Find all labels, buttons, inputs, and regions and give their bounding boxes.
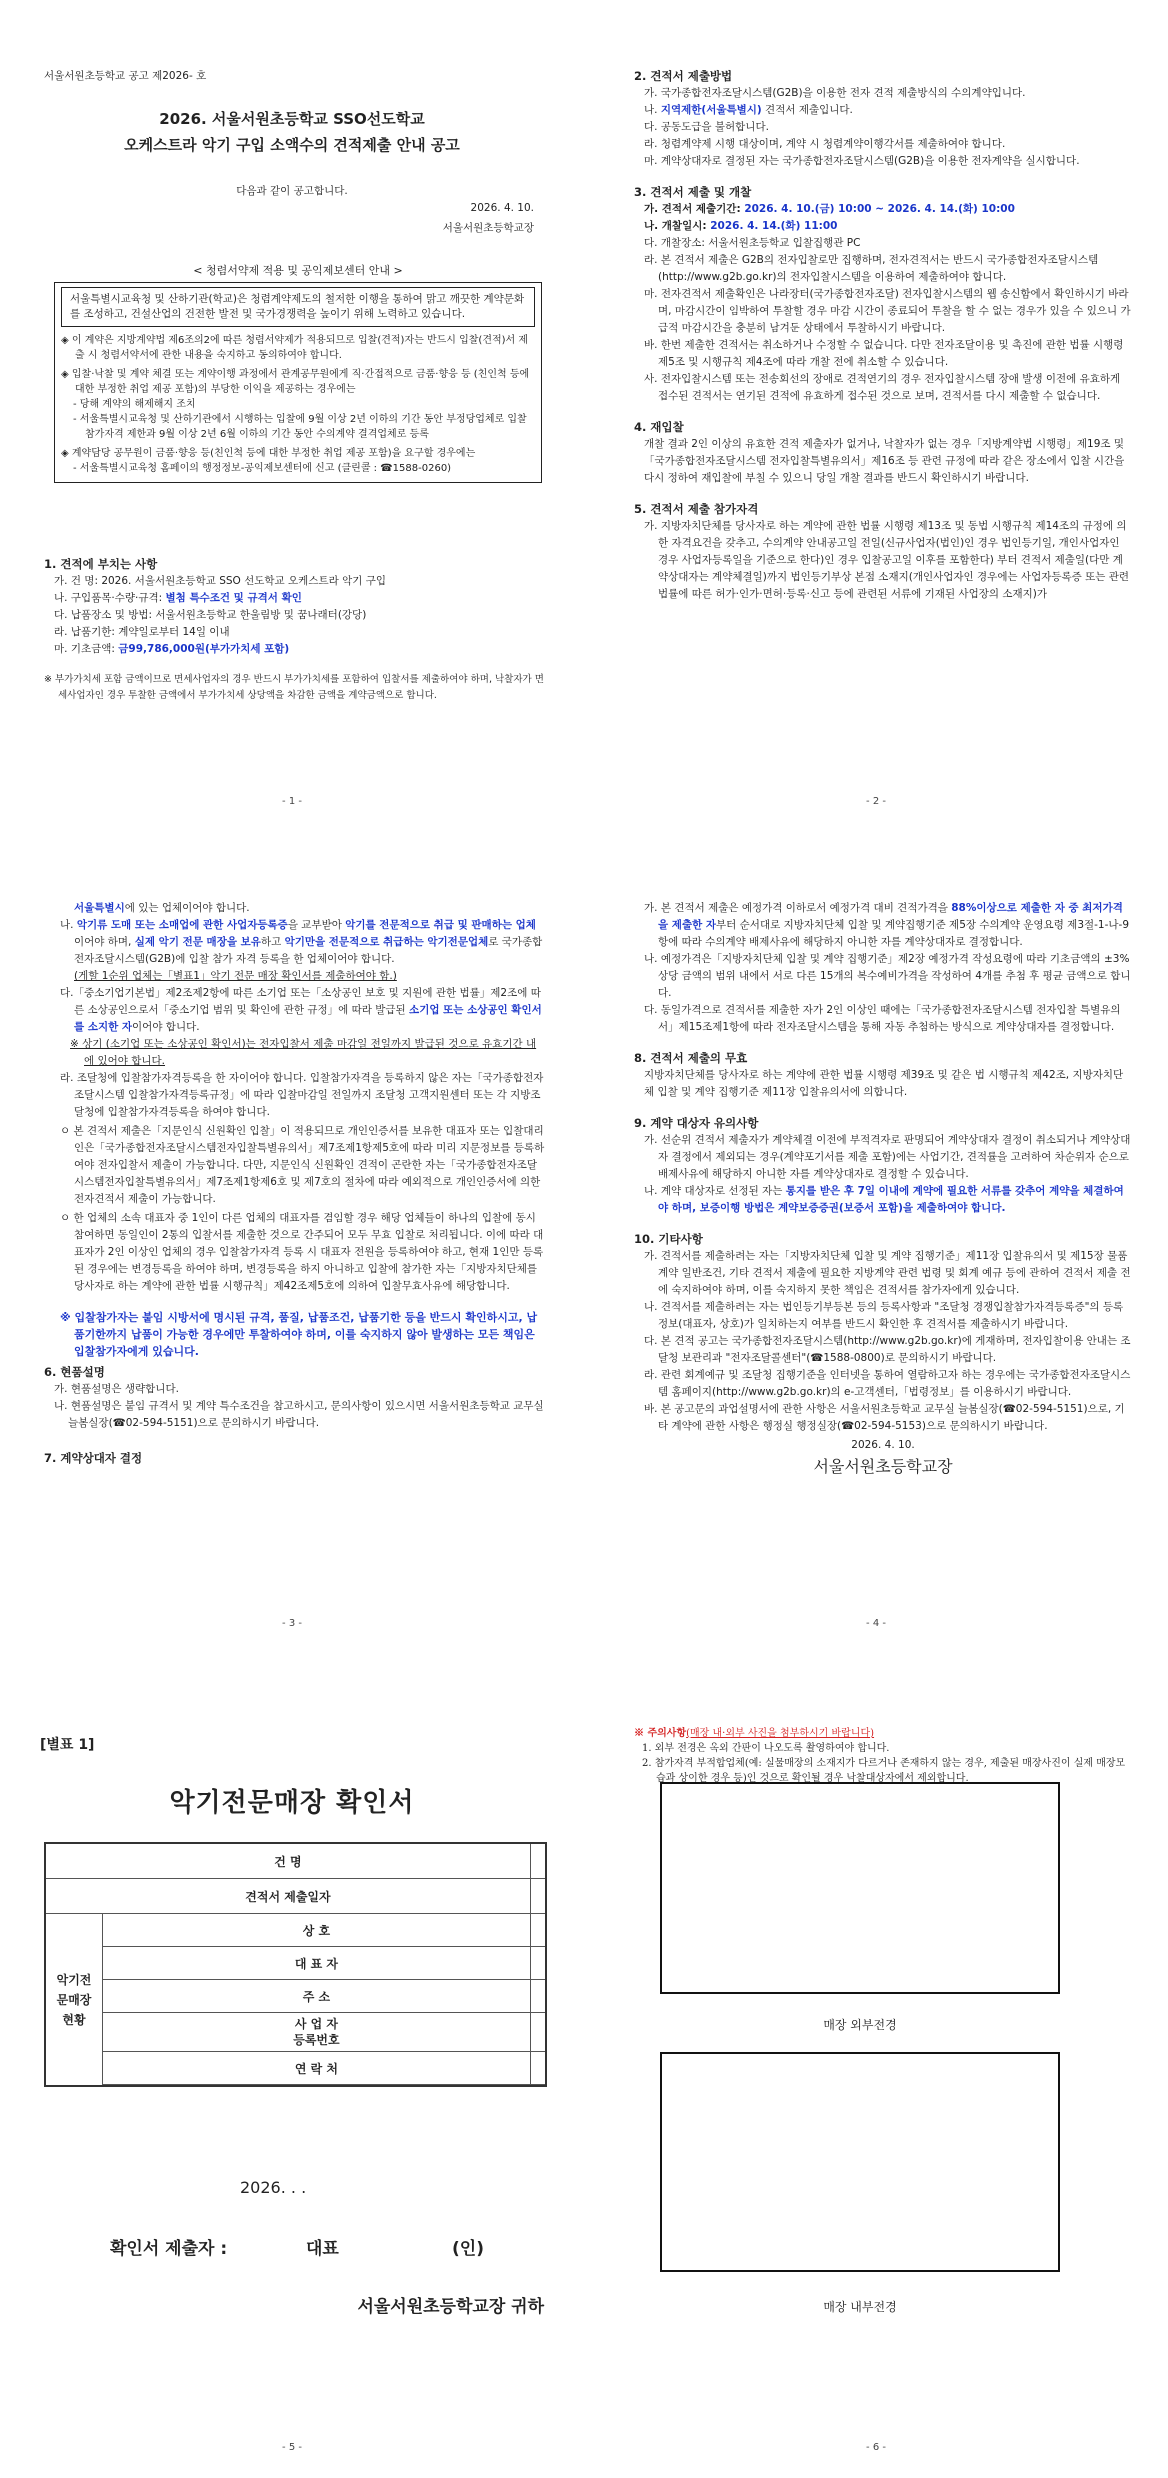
field-representative[interactable] [530,1947,546,1980]
page-6 [584,1652,1168,2478]
item-6a: 가. 현품설명은 생략합니다. [54,1383,179,1395]
section-1 [44,556,544,704]
store-status-label: 악기전문매장현황 [45,1914,103,2087]
label-company: 상 호 [103,1914,531,1947]
item-10c: 다. 본 견적 공고는 국가종합전자조달시스템(http://www.g2b.go.kr)에 게재하며, 전자입찰이용 안내는 조달청 보관리과 "전자조달콜센터"(☎1588-0800)로 문의하시기 바랍니다. [644,1335,1131,1364]
item-2a: 가. 국가종합전자조달시스템(G2B)을 이용한 전자 견적 제출방식의 수의계약입니다. [644,87,1026,99]
vat-note: ※ 부가가치세 포함 금액이므로 면세사업자의 경우 반드시 부가가치세를 포함하여 입찰서를 제출하여야 하며, 낙찰자가 면세사업자인 경우 투찰한 금액에서 부가가치세 상당액을 차감한 금액을 계약금액으로 합니다. [44,674,544,701]
item-5b: 나. 악기류 도매 또는 소매업에 관한 사업자등록증을 교부받아 악기를 전문적으로 취급 및 판매하는 업체이어야 하며, 실제 악기 전문 매장을 보유하고 악기만을 전문적으로 취급하는 악기전문업체로 국가종합전자조달시스템(G2B)에 입찰 참가 자격 등록을 한 업체이어야 합니다. [60,919,543,965]
item-5a-cont: 서울특별시에 있는 업체이어야 합니다. [74,902,250,914]
caution-2: 2. 참가자격 부적합업체(예: 실물매장의 소재지가 다르거나 존재하지 않는 경우, 제출된 매장사진이 실제 매장모습과 상이한 경우 등)인 것으로 확인될 경우 낙찰대상자에서 제외합니다. [642,1758,1126,1784]
page-number-5: - 5 - [282,2442,302,2453]
section-8-heading: 8. 견적서 제출의 무효 [634,1051,748,1065]
section-7-heading: 7. 계약상대자 결정 [44,1451,143,1465]
notice-title [40,106,544,158]
page-4 [584,826,1168,1652]
integrity-bullet-1: ◈ 이 계약은 지방계약법 제6조의2에 따른 청렴서약제가 적용되므로 입찰(견적)자는 반드시 입찰(견적)서 제출 시 청렴서약서에 관한 내용을 숙지하고 동의하여야 합니다. [61,335,529,361]
label-business-number: 사 업 자 등록번호 [103,2013,531,2052]
interior-caption: 매장 내부전경 [823,2300,897,2314]
item-5c-note: ※ 상기 (소기업 또는 소상공인 확인서)는 전자입찰서 제출 마감일 전일까지 발급된 것으로 유효기간 내에 있어야 합니다. [70,1038,537,1067]
page-number-6: - 6 - [866,2442,886,2453]
item-3g: 사. 전자입찰시스템 또는 전송회선의 장애로 견적연기의 경우 전자입찰시스템 장애 발생 이전에 유효하게 접수된 견적서는 연기된 견적에 유효하게 접수된 것으로 보며, 견적서를 다시 제출할 수 없습니다. [644,373,1121,402]
page-number-1: - 1 - [282,796,302,807]
confirmation-form [44,1842,547,2087]
submitter-label: 확인서 제출자 : [110,2239,228,2259]
exterior-caption: 매장 외부전경 [823,2018,897,2032]
item-5d: 라. 조달청에 입찰참가자격등록을 한 자이어야 합니다. 입찰참가자격을 등록하지 않은 자는「국가종합전자조달시스템 입찰참가자격등록규정」에 따라 입찰마감일 전일까지 조달청 고객지원센터 또는 각 지방조달청에 입찰참가자격등록을 하여야 합니다. [60,1072,544,1118]
caution-1: 1. 외부 전경은 옥외 간판이 나오도록 촬영하여야 합니다. [642,1743,890,1754]
item-1d: 라. 납품기한: 계약일로부터 14일 이내 [54,626,230,638]
field-business-number[interactable] [530,2013,546,2052]
label-contact: 연 락 처 [103,2052,531,2085]
seal-label: (인) [452,2239,484,2259]
exterior-photo-frame[interactable] [660,1782,1060,1994]
item-9a: 가. 선순위 견적서 제출자가 계약체결 이전에 부적격자로 판명되어 계약상대자 결정이 취소되거나 계약상대자 결정에서 제외되는 경우(계약포기서를 제출 포함)에는 사업기간, 견적률을 고려하여 차순위자 순으로 배제사유에 해당하지 아니한 자를 계약상대자로 결정할 수 있습니다. [644,1134,1131,1180]
item-7a: 가. 본 견적서 제출은 예정가격 이하로서 예정가격 대비 견적가격을 88%이상으로 제출한 자 중 최저가격을 제출한 자부터 순서대로 지방자치단체 입찰 및 계약집행기준 제5장 수의계약 운영요령 제3절-1-나-9항에 따라 수의계약 배제사유에 해당하지 아니한 자를 계약상대자로 결정합니다. [644,902,1130,948]
section-5-heading: 5. 견적서 제출 참가자격 [634,502,759,516]
label-submit-date: 견적서 제출일자 [45,1879,530,1914]
label-address: 주 소 [103,1980,531,2013]
item-10e: 바. 본 공고문의 과업설명서에 관한 사항은 서울서원초등학교 교무실 늘봄실장(☎02-594-5151)으로, 기타 계약에 관한 사항은 행정실 행정실장(☎02-594-5153)으로 문의하시기 바랍니다. [644,1403,1125,1432]
label-representative: 대 표 자 [103,1947,531,1980]
item-6b: 나. 현품설명은 붙임 규격서 및 계약 특수조건을 참고하시고, 문의사항이 있으시면 서울서원초등학교 교무실 늘봄실장(☎02-594-5151)으로 문의하시기 바랍니다. [54,1400,544,1429]
item-2d: 라. 청렴계약제 시행 대상이며, 계약 시 청렴계약이행각서를 제출하여야 합니다. [644,138,1006,150]
item-1e: 마. 기초금액: 금99,786,000원(부가가치세 포함) [54,643,290,655]
item-2e: 마. 계약상대자로 결정된 자는 국가종합전자조달시스템(G2B)을 이용한 전자계약을 실시합니다. [644,155,1080,167]
label-item-name: 건 명 [45,1843,530,1879]
item-10a: 가. 견적서를 제출하려는 자는「지방자치단체 입찰 및 계약 집행기준」제11장 입찰유의서 및 제15장 물품계약 일반조건, 기타 견적서 제출에 필요한 지방계약 관련 법령 및 회계 예규 등에 관하여 견적서 제출 전에 숙지하여야 하며, 이를 숙지하지 못한 책임은 견적서를 참가자에게 있습니다. [644,1250,1131,1296]
section-9-heading: 9. 계약 대상자 유의사항 [634,1116,759,1130]
page-1 [0,0,584,826]
notice-number: 서울서원초등학교 공고 제2026- 호 [44,70,207,82]
page-2 [584,0,1168,826]
integrity-bullet-2a: - 당해 계약의 해제해지 조치 [73,399,196,410]
item-9b: 나. 계약 대상자로 선정된 자는 통지를 받은 후 7일 이내에 계약에 필요한 서류를 갖추어 계약을 체결하여야 하며, 보증이행 방법은 계약보증증권(보증서 포함)을 제출하여야 합니다. [644,1185,1124,1214]
section-2-heading: 2. 견적서 제출방법 [634,69,733,83]
bidder-warning: ※ 입찰참가자는 붙임 시방서에 명시된 규격, 품질, 납품조건, 납품기한 등을 반드시 확인하시고, 납품기한까지 납품이 가능한 경우에만 투찰하여야 하며, 이를 숙지하지 않아 발생하는 모든 책임은 입찰참가자에게 있습니다. [60,1311,538,1358]
integrity-bullet-2: ◈ 입찰·낙찰 및 계약 체결 또는 계약이행 과정에서 관계공무원에게 직·간접적으로 금품·향응 등 (친인척 등에 대한 부정한 취업 제공 포함)의 부당한 이익을 제공하는 경우에는 [61,369,530,395]
title-line-2: 오케스트라 악기 구입 소액수의 견적제출 안내 공고 [124,136,460,154]
section-1-heading: 1. 견적에 부치는 사항 [44,557,158,571]
item-3a: 가. 견적서 제출기간: 2026. 4. 10.(금) 10:00 ~ 2026. 4. 14.(화) 10:00 [644,203,1015,215]
item-10b: 나. 견적서를 제출하려는 자는 법인등기부등본 등의 등록사항과 "조달청 경쟁입찰참가자격등록증"의 등록정보(대표자, 상호)가 일치하는지 여부를 반드시 확인한 후 견적서를 제출하시기 바랍니다. [644,1301,1124,1330]
closing-date: 2026. 4. 10. [851,1439,915,1451]
integrity-bullet-3: ◈ 계약담당 공무원이 금품·향응 등(친인척 등에 대한 부정한 취업 제공 포함)을 요구할 경우에는 [61,448,476,459]
page-number-3: - 3 - [282,1618,302,1629]
integrity-title: < 청렴서약제 적용 및 공익제보센터 안내 > [193,264,403,277]
form-recipient: 서울서원초등학교장 귀하 [357,2297,544,2317]
section-6-heading: 6. 현품설명 [44,1365,105,1379]
section-3-heading: 3. 견적서 제출 및 개찰 [634,185,752,199]
item-5b-note: (게할 1순위 업체는「별표1」악기 전문 매장 확인서를 제출하여야 함.) [74,970,397,982]
section-4-heading: 4. 재입찰 [634,420,684,434]
integrity-bullet-2b: - 서울특별시교육청 및 산하기관에서 시행하는 입찰에 9월 이상 2년 이하의 기간 동안 부정당업체로 입찰참가자격 제한과 9월 이상 2년 6월 이하의 기간 동안 수의계약 결격업체로 등록 [73,414,527,440]
principal-name: 서울서원초등학교장 [442,222,534,234]
item-5c: 다.「중소기업기본법」제2조제2항에 따른 소기업 또는「소상공인 보호 및 지원에 관한 법률」제2조에 따른 소상공인으로서「중소기업 범위 및 확인에 관한 규정」에 따라 발급된 소기업 또는 소상공인 확인서를 소지한 자이어야 합니다. [60,987,542,1033]
representative-label: 대표 [306,2239,339,2259]
item-5d-o2: ㅇ 한 업체의 소속 대표자 중 1인이 다른 업체의 대표자를 겸임할 경우 해당 업체들이 하나의 입찰에 동시 참여하면 동일인이 2통의 입찰서를 제출한 것으로 간주되어 모두 무효 입찰로 처리됩니다. 이에 따라 대표자가 2인 이상인 업체의 경우 입찰참가자격 등록 시 대표자 전원을 등록하여야 하고, 현재 1인만 등록된 경우에는 변경등록을 하여야 하며, 변경등록을 하지 아니하고 입찰에 참가한 자는「지방자치단체를 당사자로 하는 계약에 관한 법률 시행규칙」제42조제5호에 의하여 입찰무효사유에 해당합니다. [60,1212,544,1292]
item-5a: 가. 지방자치단체를 당사자로 하는 계약에 관한 법률 시행령 제13조 및 동법 시행규칙 제14조의 규정에 의한 자격요건을 갖추고, 수의계약 안내공고일 전일(신규사업자(법인)인 경우 법인등기일, 개인사업자인 경우 사업자등록일을 기준으로 한다)인 경우 입찰공고일 이후를 포함한다) 부터 견적서 제출일(다만 계약상대자는 계약체결일)까지 법인등기부상 본점 소재지(개인사업자인 경우에는 사업자등록증 또는 관련 법률에 따른 허가·인가·면허·등록·신고 등에 관련된 서류에 기재된 사업장의 소재지)가 [644,520,1130,600]
field-item-name[interactable] [530,1843,546,1879]
field-address[interactable] [530,1980,546,2013]
item-2b: 나. 지역제한(서울특별시) 견적서 제출입니다. [644,104,853,116]
closing-principal: 서울서원초등학교장 [813,1457,953,1476]
caution-heading: ※ 주의사항(매장 내·외부 사진을 첨부하시기 바랍니다) [634,1728,875,1739]
attachment-label: [별표 1] [40,1737,95,1753]
form-date: 2026. . . [240,2178,307,2197]
title-line-1: 2026. 서울서원초등학교 SSO선도학교 [159,110,425,128]
form-title: 악기전문매장 확인서 [169,1788,415,1818]
item-10d: 라. 관련 회계예규 및 조달청 집행기준을 인터넷을 통하여 열람하고자 하는 경우에는 국가종합전자조달시스템 홈페이지(http://www.g2b.go.kr)의 e-고객센터,「법령정보」를 이용하시기 바랍니다. [644,1369,1131,1398]
page-5 [0,1652,584,2478]
item-5d-o1: ㅇ 본 견적서 제출은「지문인식 신원확인 입찰」이 적용되므로 개인인증서를 보유한 대표자 또는 입찰대리인은「국가종합전자조달시스템전자입찰특별유의서」제7조제1항제5호에 따라 미리 지문정보를 등록하여야 전자입찰서 제출이 가능합니다. 다만, 지문인식 신원확인 견적이 곤란한 자는「국가종합전자조달시스템전자입찰특별유의서」제7조제1항제6호 및 제7호의 절차에 따라 예외적으로 개인인증서에 의한 전자견적서 제출이 가능합니다. [60,1125,545,1205]
item-3c: 다. 개찰장소: 서울서원초등학교 입찰집행관 PC [644,237,861,249]
item-1c: 다. 납품장소 및 방법: 서울서원초등학교 한울림방 및 꿈나래터(강당) [54,609,367,621]
item-3b: 나. 개찰일시: 2026. 4. 14.(화) 11:00 [644,220,838,232]
page-number-2: - 2 - [866,796,886,807]
intro-text: 다음과 같이 공고합니다. [236,185,348,197]
interior-photo-frame[interactable] [660,2052,1060,2272]
field-submit-date[interactable] [530,1879,546,1914]
field-contact[interactable] [530,2052,546,2085]
item-3e: 마. 전자견적서 제출확인은 나라장터(국가종합전자조달) 전자입찰시스템의 웹 송신함에서 확인하시기 바라며, 마감시간이 임박하여 투찰할 경우 마감 시간이 종료되어 투찰을 할 수 없는 경우가 있을 수 있으니 가급적 마감시간을 충분히 남겨둔 상태에서 투찰하시기 바랍니다. [644,288,1131,334]
integrity-statement: 서울특별시교육청 및 산하기관(학교)은 청렴계약제도의 철저한 이행을 통하여 맑고 깨끗한 계약문화를 조성하고, 건설산업의 건전한 발전 및 국가경쟁력을 높이기 위해 노력하고 있습니다. [61,287,535,327]
item-4a: 개찰 결과 2인 이상의 유효한 견적 제출자가 없거나, 낙찰자가 없는 경우「지방계약법 시행령」제19조 및「국가종합전자조달시스템 전자입찰특별유의서」제16조 등 관련 규정에 따라 같은 장소에서 입찰 시간을 다시 정하여 재입찰에 부칠 수 있으니 당일 개찰 결과를 반드시 확인하시기 바랍니다. [644,438,1125,484]
page-number-4: - 4 - [866,1618,886,1629]
item-3d: 라. 본 견적서 제출은 G2B의 전자입찰로만 집행하며, 전자견적서는 반드시 국가종합전자조달시스템(http://www.g2b.go.kr)의 전자입찰시스템을 이용하여 제출하여야 합니다. [644,254,1099,283]
item-7c: 다. 동일가격으로 견적서를 제출한 자가 2인 이상인 때에는「국가종합전자조달시스템 전자입찰 특별유의서」제15조제1항에 따라 전자조달시스템을 통해 자동 추첨하는 방식으로 계약상대자를 결정합니다. [644,1004,1121,1033]
item-8a: 지방자치단체를 당사자로 하는 계약에 관한 법률 시행령 제39조 및 같은 법 시행규칙 제42조, 지방자치단체 입찰 및 계약 집행기준 제11장 입찰유의서에 의합니다. [644,1069,1124,1098]
notice-date: 2026. 4. 10. [470,202,534,214]
item-1b: 나. 구입품목·수량·규격: 별첨 특수조건 및 규격서 확인 [54,592,302,604]
field-company[interactable] [530,1914,546,1947]
integrity-notice [54,262,542,483]
section-10-heading: 10. 기타사항 [634,1232,703,1246]
item-3f: 바. 한번 제출한 견적서는 취소하거나 수정할 수 없습니다. 다만 전자조달이용 및 촉진에 관한 법률 시행령 제5조 및 시행규칙 제4조에 따라 개찰 전에 취소할 수 있습니다. [644,339,1124,368]
item-1a: 가. 건 명: 2026. 서울서원초등학교 SSO 선도학교 오케스트라 악기 구입 [54,575,386,587]
item-2c: 다. 공동도급을 불허합니다. [644,121,769,133]
photo-instructions [634,1726,1128,1786]
item-7b: 나. 예정가격은「지방자치단체 입찰 및 계약 집행기준」제2장 예정가격 작성요령에 따라 기초금액의 ±3%상당 금액의 범위 내에서 서로 다른 15개의 복수예비가격을 작성하여 4개를 추첨 후 평균 금액으로 합니다. [644,953,1131,999]
integrity-bullet-3a: - 서울특별시교육청 홈페이의 행정정보-공익제보센터에 신고 (클린콜 : ☎1588-0260) [73,463,452,474]
page-3 [0,826,584,1652]
